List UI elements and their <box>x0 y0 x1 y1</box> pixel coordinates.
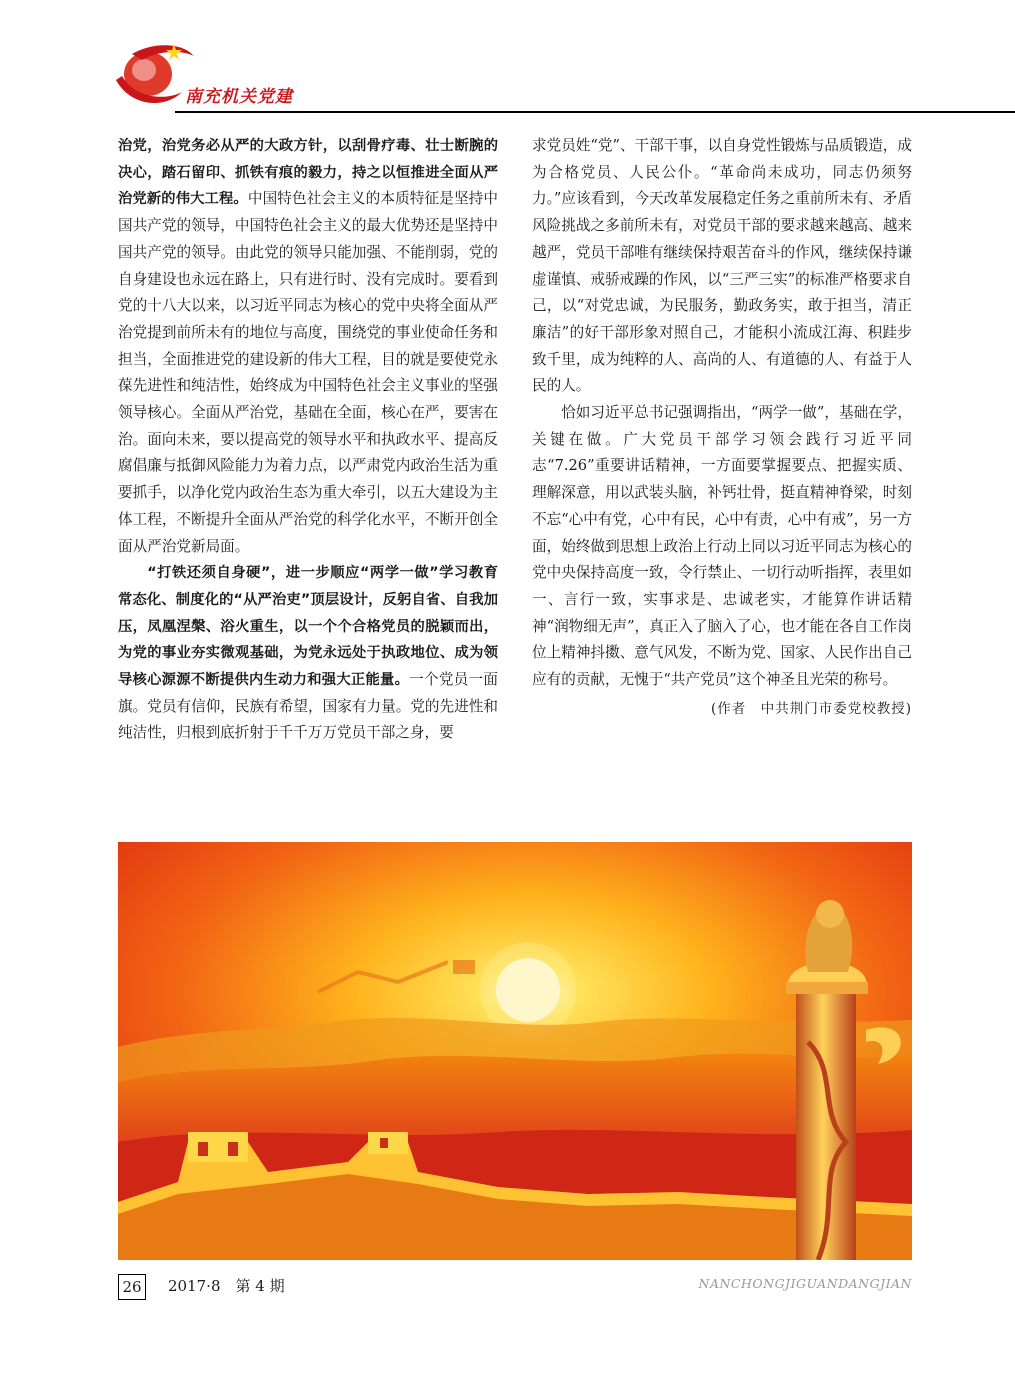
paragraph <box>118 133 498 560</box>
page-number: 26 <box>118 1274 146 1300</box>
paragraph <box>118 560 498 747</box>
body-text: 中国特色社会主义的本质特征是坚持中国共产党的领导，中国特色社会主义的最大优势还是坚持中国共产党的领导。由此党的领导只能加强、不能削弱，党的自身建设也永远在路上，只有进行时、没有完成时。要看到党的十八大以来，以习近平同志为核心的党中央将全面从严治党提到前所未有的地位与高度，围绕党的事业使命任务和担当，全面推进党的建设新的伟大工程，目的就是要使党永葆先进性和纯洁性，始终成为中国特色社会主义事业的坚强领导核心。全面从严治党，基础在全面，核心在严，要害在治。面向未来，要以提高党的领导水平和执政水平、提高反腐倡廉与抵御风险能力为着力点，以严肃党内政治生活为重要抓手，以净化党内政治生态为重大牵引，以五大建设为主体工程，不断提升全面从严治党的科学化水平，不断开创全面从严治党新局面。 <box>118 190 498 555</box>
body-text: 一个党员一面旗。党员有信仰，民族有希望，国家有力量。党的先进性和纯洁性，归根到底折射于千千万万党员干部之身，要 <box>118 671 498 742</box>
page-footer <box>0 1265 1015 1305</box>
magazine-name: 南充机关党建 <box>185 87 293 107</box>
page-header <box>0 0 1015 118</box>
author-byline: (作者 中共荆门市委党校教授) <box>710 700 912 717</box>
great-wall-sunrise-photo <box>118 842 912 1260</box>
paragraph: 求党员姓“党”、干部干事，以自身党性锻炼与品质锻造，成为合格党员、人民公仆。“革命尚未成功，同志仍须努力。”应该看到，今天改革发展稳定任务之重前所未有、矛盾风险挑战之多前所未有，对党员干部的要求越来越高、越来越严，党员干部唯有继续保持艰苦奋斗的作风，继续保持谦虚谨慎、戒骄戒躁的作风，以“三严三实”的标准严格要求自己，以“对党忠诚，为民服务，勤政务实，敢于担当，清正廉洁”的好干部形象对照自己，才能积小流成江海、积跬步致千里，成为纯粹的人、高尚的人、有道德的人、有益于人民的人。 <box>532 137 912 395</box>
header-rule <box>175 111 1015 113</box>
bold-text: 治党，治党务必从严的大政方针，以刮骨疗毒、壮士断腕的决心，踏石留印、抓铁有痕的毅力，持之以恒推进全面从严治党新的伟大工程。 <box>118 138 498 208</box>
bold-text: “打铁还须自身硬”，进一步顺应“两学一做”学习教育常态化、制度化的“从严治吏”顶层设计，反躬自省、自我加压，凤凰涅槃、浴火重生，以一个个合格党员的脱颖而出，为党的事业夯实微观基础，为党永远处于执政地位、成为领导核心源源不断提供内生动力和强大正能量。 <box>118 565 498 689</box>
issue-date: 2017·8 第 4 期 <box>168 1277 285 1295</box>
paragraph: 恰如习近平总书记强调指出，“两学一做”，基础在学，关键在做。广大党员干部学习领会践行习近平同志“7.26”重要讲话精神，一方面要掌握要点、把握实质、理解深意，用以武装头脑，补钙壮骨，挺直精神脊梁，时刻不忘“心中有党，心中有民，心中有责，心中有戒”，另一方面，始终做到思想上政治上行动上同以习近平同志为核心的党中央保持高度一致，令行禁止、一切行动听指挥，表里如一、言行一致，实事求是、忠诚老实，才能算作讲话精神“润物细无声”，真正入了脑入了心，也才能在各自工作岗位上精神抖擞、意气风发，不断为党、国家、人民作出自己应有的贡献，无愧于“共产党员”这个神圣且光荣的称号。 <box>532 404 912 689</box>
magazine-logo-icon <box>112 40 196 112</box>
article-column-right <box>532 133 912 722</box>
magazine-pinyin: NANCHONGJIGUANDANGJIAN <box>698 1276 912 1291</box>
article-column-left <box>118 133 498 747</box>
